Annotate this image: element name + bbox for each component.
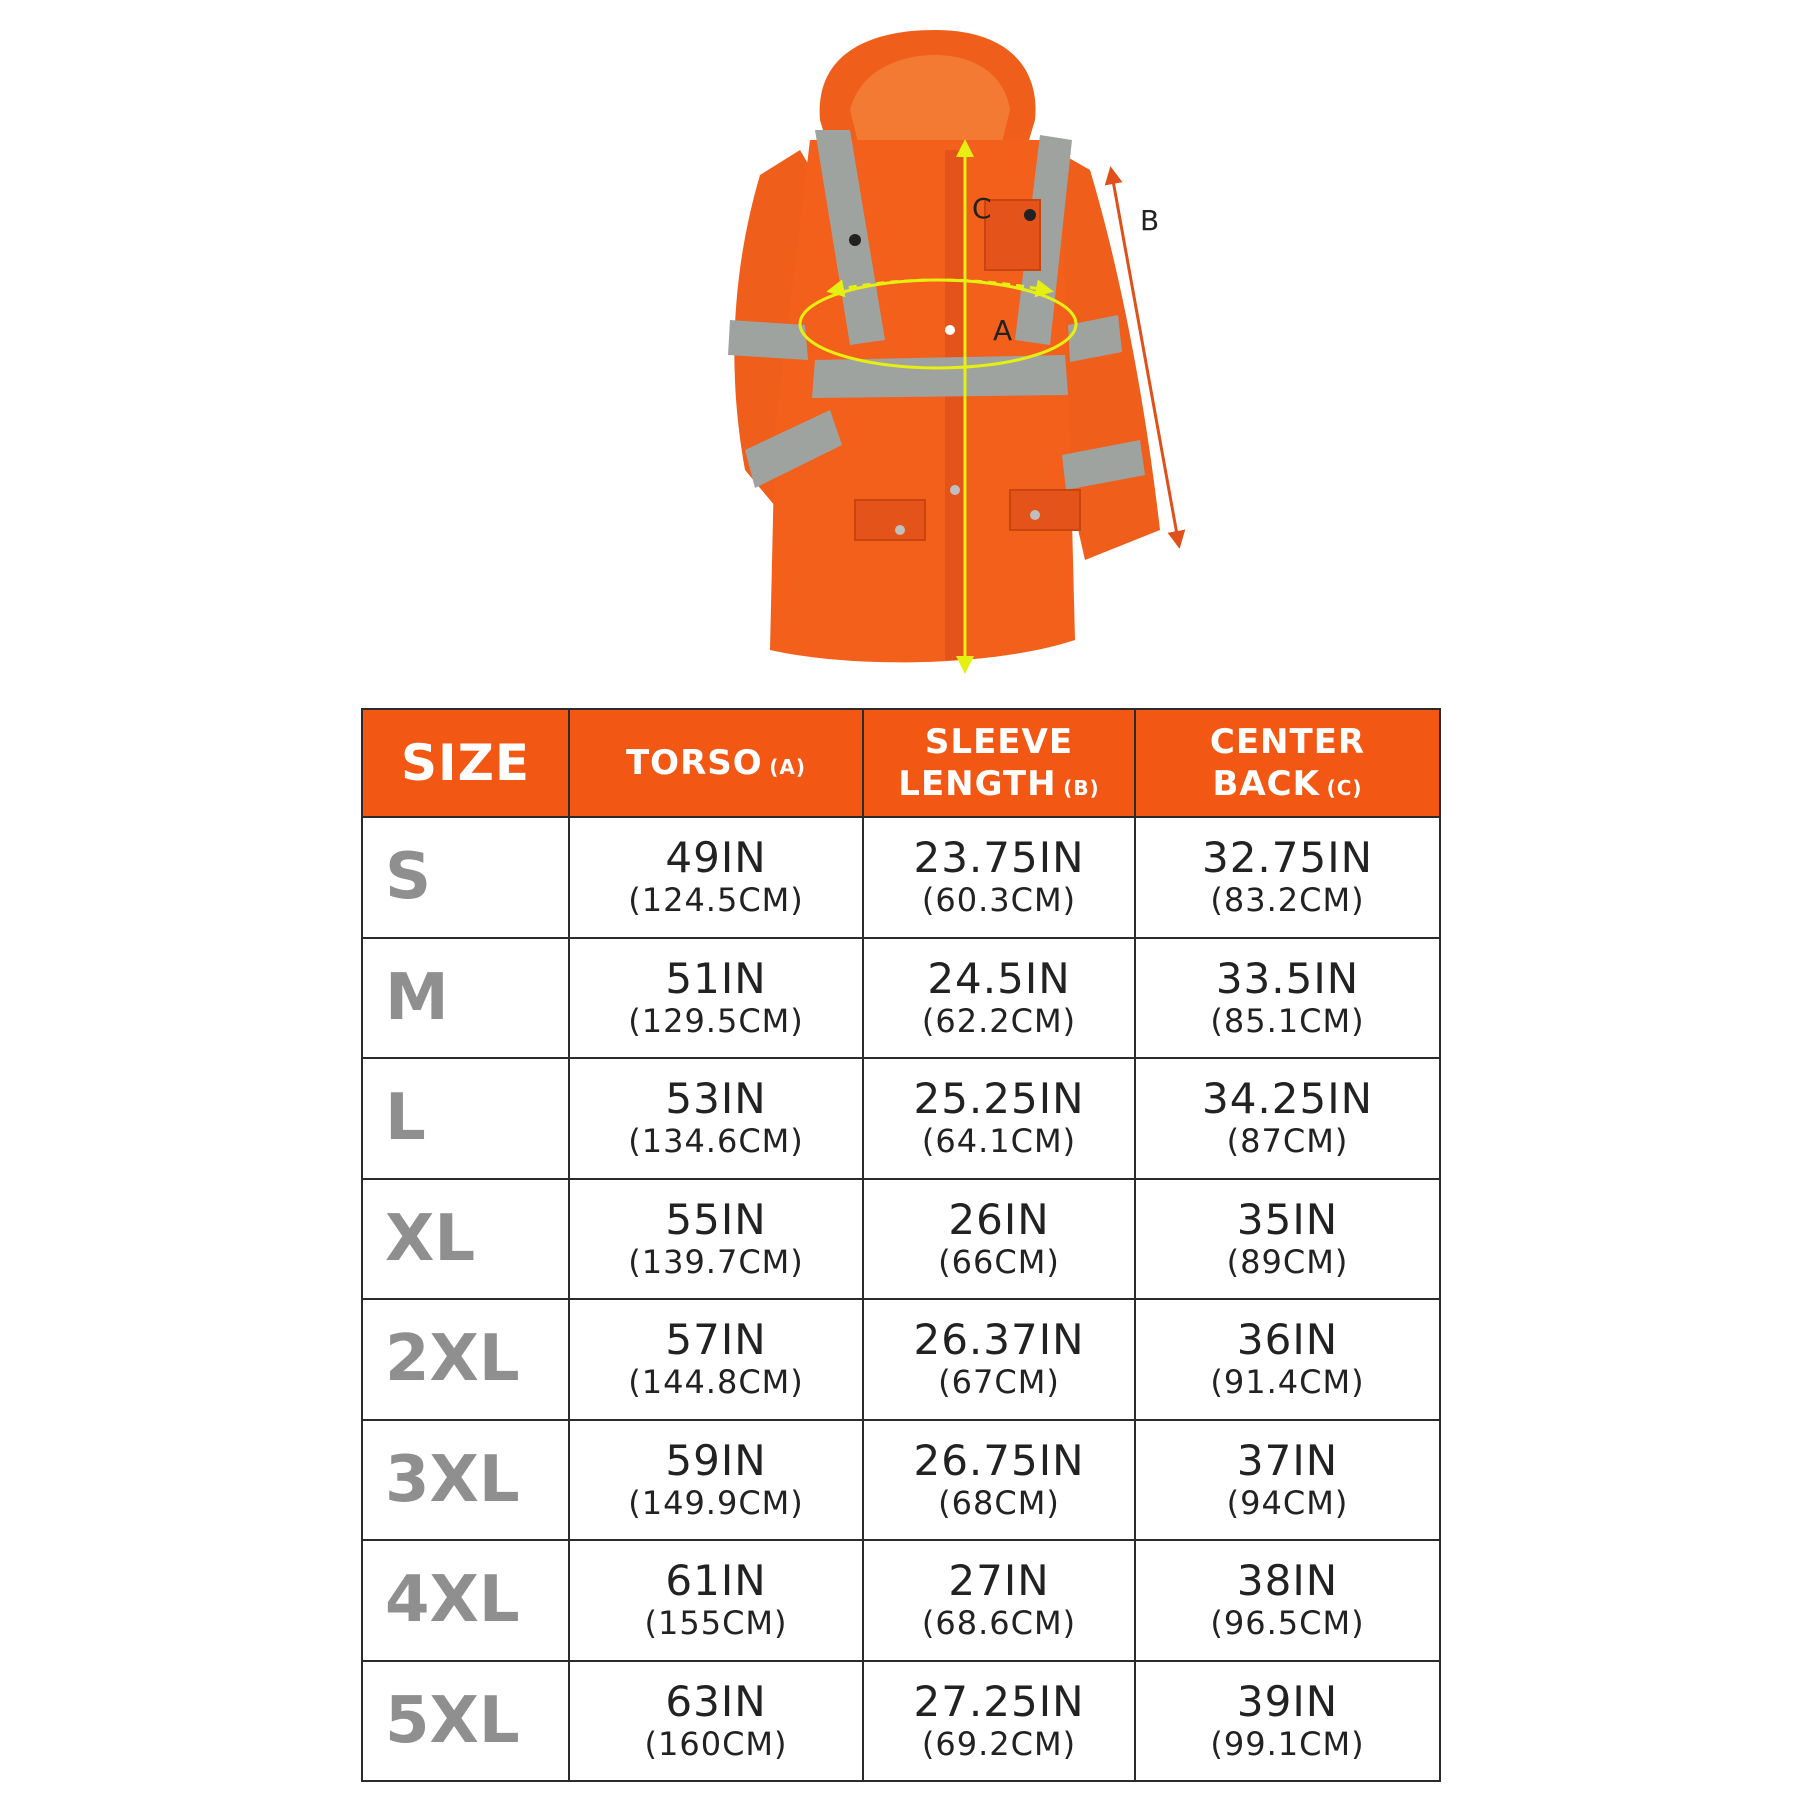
torso-cell <box>569 817 863 938</box>
cm-value: (67CM) <box>938 1363 1060 1402</box>
table-row <box>362 1179 1440 1300</box>
sleeve-length-cell <box>863 817 1135 938</box>
sleeve-length-cell <box>863 1179 1135 1300</box>
cm-value: (85.1CM) <box>1210 1001 1365 1040</box>
cm-value: (155CM) <box>644 1604 788 1643</box>
inch-value: 39IN <box>1236 1676 1339 1726</box>
inch-value: 33.5IN <box>1215 953 1360 1003</box>
header-torso: TORSO (A) <box>569 709 863 817</box>
inch-value: 25.25IN <box>913 1074 1085 1124</box>
inch-value: 53IN <box>665 1074 767 1124</box>
torso-cell <box>569 938 863 1059</box>
label-c: C <box>972 192 992 225</box>
size-cell: L <box>362 1058 569 1179</box>
inch-value: 23.75IN <box>913 833 1085 883</box>
inch-value: 24.5IN <box>927 953 1071 1003</box>
cm-value: (94CM) <box>1226 1483 1349 1522</box>
table-row <box>362 1540 1440 1661</box>
sleeve-length-cell <box>863 1540 1135 1661</box>
torso-cell <box>569 1058 863 1179</box>
center-back-cell <box>1135 817 1440 938</box>
cm-value: (124.5CM) <box>628 881 804 920</box>
cm-value: (96.5CM) <box>1210 1604 1365 1643</box>
inch-value: 27IN <box>948 1556 1050 1606</box>
cm-value: (83.2CM) <box>1210 881 1365 920</box>
cm-value: (99.1CM) <box>1210 1724 1365 1763</box>
cm-value: (64.1CM) <box>921 1122 1077 1161</box>
header-center-back: CENTER BACK (C) <box>1135 709 1440 817</box>
sleeve-length-cell <box>863 1420 1135 1541</box>
header-size: SIZE <box>362 709 569 817</box>
center-back-cell <box>1135 1540 1440 1661</box>
table-row <box>362 817 1440 938</box>
inch-value: 26IN <box>948 1194 1050 1244</box>
table-row <box>362 1299 1440 1420</box>
label-a: A <box>993 314 1013 347</box>
jacket-icon <box>728 30 1160 662</box>
torso-cell <box>569 1540 863 1661</box>
inch-value: 61IN <box>665 1556 767 1606</box>
sleeve-length-cell <box>863 1058 1135 1179</box>
cm-value: (68CM) <box>938 1483 1060 1522</box>
center-back-cell <box>1135 938 1440 1059</box>
inch-value: 35IN <box>1236 1194 1339 1244</box>
size-cell: S <box>362 817 569 938</box>
inch-value: 26.37IN <box>913 1315 1085 1365</box>
inch-value: 38IN <box>1236 1556 1339 1606</box>
cm-value: (87CM) <box>1226 1122 1349 1161</box>
center-back-cell <box>1135 1058 1440 1179</box>
table-header-row <box>362 709 1440 817</box>
cm-value: (91.4CM) <box>1210 1363 1365 1402</box>
torso-cell <box>569 1420 863 1541</box>
cm-value: (134.6CM) <box>628 1122 804 1161</box>
header-sleeve-length: SLEEVE LENGTH (B) <box>863 709 1135 817</box>
size-cell: 2XL <box>362 1299 569 1420</box>
cm-value: (139.7CM) <box>628 1242 804 1281</box>
sleeve-length-cell <box>863 938 1135 1059</box>
table-row <box>362 1420 1440 1541</box>
inch-value: 57IN <box>665 1315 767 1365</box>
cm-value: (149.9CM) <box>628 1483 804 1522</box>
size-chart-table <box>361 708 1441 1782</box>
torso-cell <box>569 1661 863 1782</box>
label-b: B <box>1140 204 1160 237</box>
sleeve-length-cell <box>863 1299 1135 1420</box>
jacket-measurement-diagram <box>0 0 1800 700</box>
center-back-cell <box>1135 1299 1440 1420</box>
table-row <box>362 1661 1440 1782</box>
cm-value: (62.2CM) <box>921 1001 1077 1040</box>
torso-cell <box>569 1179 863 1300</box>
table-row <box>362 938 1440 1059</box>
inch-value: 51IN <box>665 953 767 1003</box>
cm-value: (160CM) <box>644 1724 788 1763</box>
inch-value: 27.25IN <box>913 1676 1085 1726</box>
cm-value: (69.2CM) <box>921 1724 1077 1763</box>
size-cell: 5XL <box>362 1661 569 1782</box>
size-cell: M <box>362 938 569 1059</box>
center-back-cell <box>1135 1661 1440 1782</box>
size-cell: 4XL <box>362 1540 569 1661</box>
inch-value: 36IN <box>1236 1315 1339 1365</box>
cm-value: (68.6CM) <box>921 1604 1077 1643</box>
inch-value: 26.75IN <box>913 1435 1085 1485</box>
cm-value: (66CM) <box>938 1242 1060 1281</box>
cm-value: (89CM) <box>1226 1242 1349 1281</box>
inch-value: 63IN <box>665 1676 767 1726</box>
center-back-cell <box>1135 1179 1440 1300</box>
inch-value: 55IN <box>665 1194 767 1244</box>
cm-value: (129.5CM) <box>628 1001 804 1040</box>
cm-value: (60.3CM) <box>921 881 1077 920</box>
inch-value: 34.25IN <box>1201 1074 1374 1124</box>
center-back-cell <box>1135 1420 1440 1541</box>
size-cell: 3XL <box>362 1420 569 1541</box>
inch-value: 37IN <box>1236 1435 1339 1485</box>
cm-value: (144.8CM) <box>628 1363 804 1402</box>
inch-value: 59IN <box>665 1435 767 1485</box>
inch-value: 49IN <box>665 833 767 883</box>
inch-value: 32.75IN <box>1201 833 1374 883</box>
torso-cell <box>569 1299 863 1420</box>
table-row <box>362 1058 1440 1179</box>
sleeve-length-cell <box>863 1661 1135 1782</box>
size-cell: XL <box>362 1179 569 1300</box>
